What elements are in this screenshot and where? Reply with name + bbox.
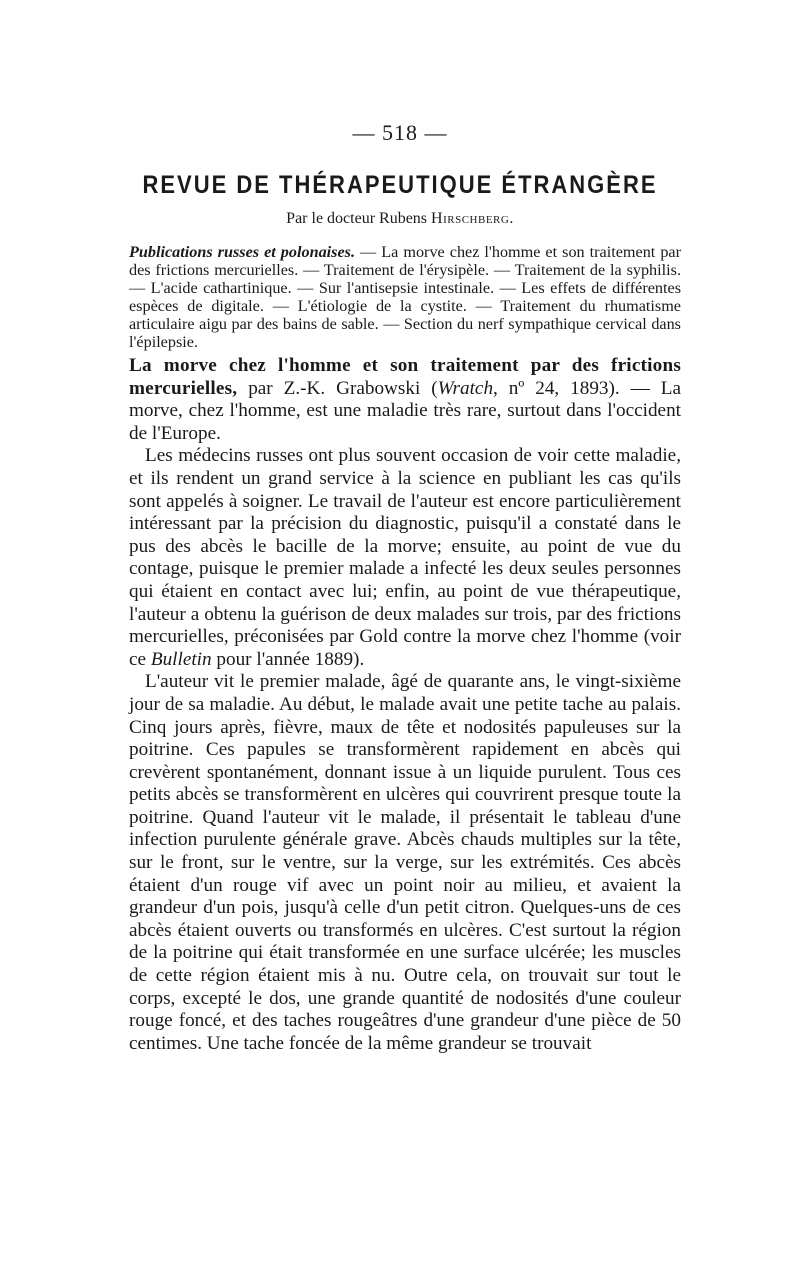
article-body [129,355,681,1055]
section-heading: REVUE DE THÉRAPEUTIQUE ÉTRANGÈRE [142,170,658,199]
article-reference: , nº 24, 1893). [493,377,620,399]
contents-summary [129,243,681,351]
summary-text: — La morve chez l'homme et son traitement par des frictions mercurielles. — Traitement de l'érysipèle. — Traitement de la syphilis. — L'acide cathartinique. — Sur l'antisepsie intestinale. — Les effets de différentes espèces de digitale. — L'étiologie de la cystite. — Traitement du rhumatisme articulaire aigu par des bains de sable. — Section du nerf sympathique cervical dans l'épilepsie. [129,243,681,351]
article-author: par Z.-K. Grabowski ( [237,377,438,399]
article-intro: — La morve, chez l'homme, est une maladie très rare, surtout dans l'occident de l'Europe. [129,377,681,444]
byline [0,210,800,228]
article-title: La morve chez l'homme et son traitement par des frictions mercurielles, [129,355,681,399]
paragraph-2-part-2: pour l'année 1889). [211,648,365,670]
article-lead-paragraph [129,355,681,445]
paragraph-2-part-1: Les médecins russes ont plus souvent occasion de voir cette maladie, et ils rendent un grand service à la science en publiant les cas qu'ils sont appelés à soigner. Le travail de l'auteur est encore particulièrement intéressant par la précision du diagnostic, puisqu'il a constaté dans le pus des abcès le bacille de la morve; ensuite, au point de vue du contage, puisque le premier malade a infecté les deux seules personnes qui étaient en contact avec lui; enfin, au point de vue thérapeutique, l'auteur a obtenu la guérison de deux malades sur trois, par des frictions mercurielles, préconisées par Gold contre la morve chez l'homme (voir ce [129,445,681,670]
page-number: — 518 — [352,120,448,145]
paragraph-2 [129,445,681,671]
bulletin-title: Bulletin [150,648,212,670]
journal-name: Wratch [437,377,494,399]
summary-label: Publications russes et polonaises. [129,243,356,261]
paragraph-3: L'auteur vit le premier malade, âgé de quarante ans, le vingt-sixième jour de sa maladie. Au début, le malade avait une petite tache au palais. Cinq jours après, fièvre, maux de tête et nodosités papuleuses sur la poitrine. Ces papules se transformèrent rapidement en abcès qui crevèrent spontanément, donnant issue à un liquide purulent. Tous ces petits abcès se transformèrent en ulcères qui couvrirent presque toute la poitrine. Quand l'auteur vit le malade, il présentait le tableau d'une infection purulente générale grave. Abcès chauds multiples sur la tête, sur le front, sur le ventre, sur la verge, sur les extrémités. Ces abcès étaient d'un rouge vif avec un point noir au milieu, et avaient la grandeur d'un pois, jusqu'à celle d'un petit citron. Quelques-uns de ces abcès étaient ouverts ou transformés en ulcères. C'est surtout la région de la poitrine qui était transformée en une surface ulcérée; les muscles de cette région étaient mis à nu. Outre cela, on trouvait sur tout le corps, excepté le dos, une grande quantité de nodosités d'une couleur rouge foncé, et des taches rougeâtres d'une grandeur d'une pièce de 50 centimes. Une tache foncée de la même grandeur se trouvait [129,671,681,1054]
byline-prefix: Par le docteur Rubens [286,210,428,227]
author-surname: Hirschberg. [431,210,514,227]
